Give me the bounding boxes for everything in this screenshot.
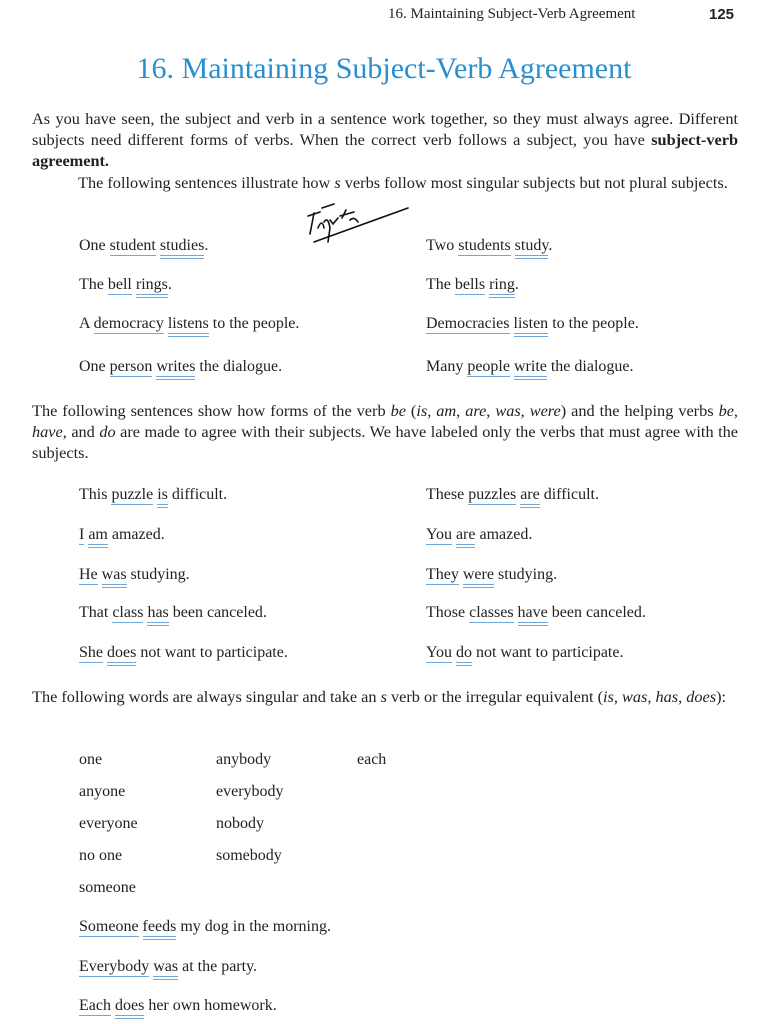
verb: is bbox=[157, 486, 168, 508]
singular-example: One person writes the dialogue. bbox=[79, 358, 282, 376]
subject: Each bbox=[79, 997, 111, 1014]
verb: rings bbox=[136, 276, 168, 298]
singular-example: One student studies. bbox=[79, 237, 208, 255]
singular-example: Each does her own homework. bbox=[79, 997, 277, 1015]
word-item: everyone bbox=[79, 815, 138, 832]
verb: does bbox=[107, 644, 136, 666]
verb: were bbox=[463, 566, 494, 588]
singular-example: I am amazed. bbox=[79, 526, 165, 544]
word-item: anybody bbox=[216, 751, 272, 768]
subject: person bbox=[109, 358, 153, 375]
verb: do bbox=[456, 644, 472, 666]
verb: was bbox=[153, 958, 178, 980]
handwritten-note bbox=[300, 198, 415, 246]
page-number: 125 bbox=[709, 6, 735, 23]
subject: bell bbox=[107, 276, 132, 293]
subject: puzzles bbox=[468, 486, 517, 503]
subject: class bbox=[112, 604, 144, 621]
subject: democracy bbox=[93, 315, 164, 332]
subject: I bbox=[79, 526, 85, 543]
singular-words-paragraph: The following words are always singular and take an s verb or the irregular equivalent (is, was, has, does): bbox=[32, 687, 727, 706]
word-item: anyone bbox=[79, 783, 126, 800]
plural-example: Two students study. bbox=[426, 237, 552, 255]
plural-example: They were studying. bbox=[426, 566, 557, 584]
word-item: one bbox=[79, 751, 103, 768]
subject: puzzle bbox=[111, 486, 154, 503]
verb: studies bbox=[160, 237, 204, 259]
plural-example: You do not want to participate. bbox=[426, 644, 623, 662]
subject: He bbox=[79, 566, 98, 583]
singular-example: Everybody was at the party. bbox=[79, 958, 257, 976]
subject: She bbox=[79, 644, 103, 661]
word-item: each bbox=[357, 751, 387, 768]
singular-example: That class has been canceled. bbox=[79, 604, 267, 622]
subject: student bbox=[109, 237, 156, 254]
plural-example: The bells ring. bbox=[426, 276, 519, 294]
subject: You bbox=[426, 526, 452, 543]
verb: was bbox=[102, 566, 127, 588]
subject: people bbox=[467, 358, 510, 375]
page-title: 16. Maintaining Subject-Verb Agreement bbox=[136, 52, 632, 85]
verb: ring bbox=[489, 276, 515, 298]
subject: bells bbox=[454, 276, 486, 293]
intro-text: As you have seen, the subject and verb in a sentence work together, so they must always agree. Different subjects need different forms of verbs. When the correct verb follows a subject, you have bbox=[32, 109, 738, 149]
singular-example: A democracy listens to the people. bbox=[79, 315, 299, 333]
plural-example: Many people write the dialogue. bbox=[426, 358, 634, 376]
plural-example: You are amazed. bbox=[426, 526, 532, 544]
verb: does bbox=[115, 997, 144, 1019]
subject: They bbox=[426, 566, 459, 583]
singular-example: Someone feeds my dog in the morning. bbox=[79, 918, 331, 936]
word-item: everybody bbox=[216, 783, 284, 800]
plural-example: Democracies listen to the people. bbox=[426, 315, 639, 333]
intro-bold-term: subject-verb agreement. bbox=[32, 130, 738, 170]
subject: Democracies bbox=[426, 315, 510, 332]
verb: are bbox=[456, 526, 476, 548]
singular-example: The bell rings. bbox=[79, 276, 172, 294]
running-head: 16. Maintaining Subject-Verb Agreement bbox=[388, 6, 636, 22]
verb: study bbox=[515, 237, 549, 259]
verb: listen bbox=[514, 315, 549, 337]
verb: has bbox=[147, 604, 168, 626]
intro-paragraph-2: The following sentences illustrate how s verbs follow most singular subjects but not plural subjects. bbox=[78, 173, 728, 192]
verb: have bbox=[518, 604, 548, 626]
subject: students bbox=[458, 237, 511, 254]
word-item: no one bbox=[79, 847, 123, 864]
subject: classes bbox=[469, 604, 514, 621]
word-item: someone bbox=[79, 879, 136, 896]
verb: am bbox=[88, 526, 108, 548]
singular-example: He was studying. bbox=[79, 566, 190, 584]
word-item: nobody bbox=[216, 815, 264, 832]
verb: write bbox=[514, 358, 547, 380]
plural-example: Those classes have been canceled. bbox=[426, 604, 646, 622]
intro-paragraph bbox=[32, 108, 738, 171]
be-forms-paragraph: The following sentences show how forms of the verb be (is, am, are, was, were) and the helping verbs be, have, and do are made to agree with their subjects. We have labeled only the verbs that must agree with the subjects. bbox=[32, 401, 738, 462]
word-item: somebody bbox=[216, 847, 282, 864]
subject: Everybody bbox=[79, 958, 150, 975]
subject: Someone bbox=[79, 918, 139, 935]
verb: are bbox=[520, 486, 540, 508]
singular-example: This puzzle is difficult. bbox=[79, 486, 227, 504]
verb: listens bbox=[168, 315, 209, 337]
verb: writes bbox=[156, 358, 195, 380]
plural-example: These puzzles are difficult. bbox=[426, 486, 599, 504]
subject: You bbox=[426, 644, 452, 661]
verb: feeds bbox=[143, 918, 177, 940]
singular-example: She does not want to participate. bbox=[79, 644, 288, 662]
